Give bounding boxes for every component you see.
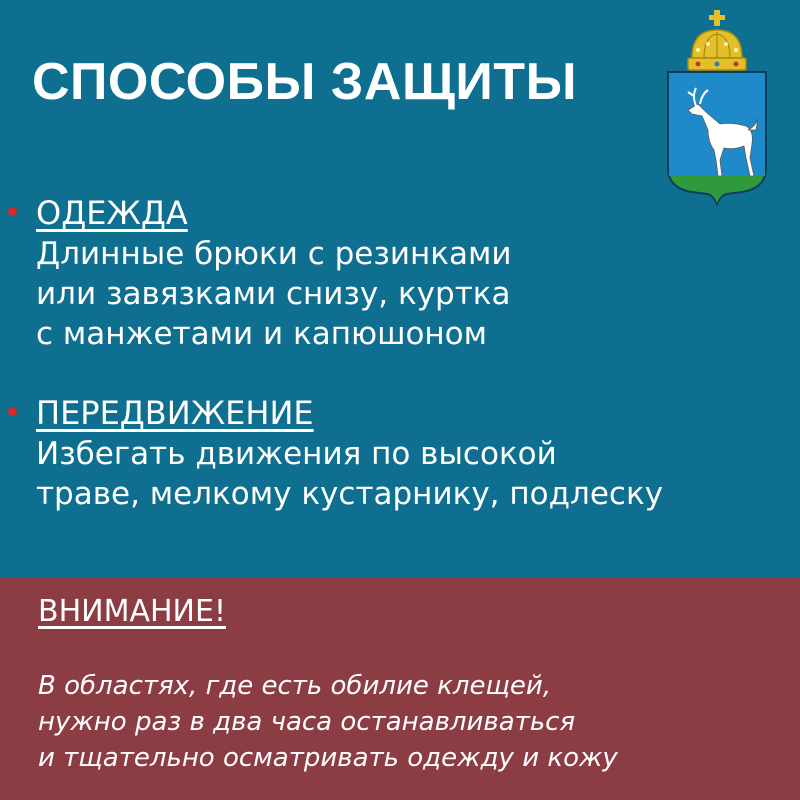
section-text-line: Длинные брюки с резинками xyxy=(36,236,512,272)
page-title: СПОСОБЫ ЗАЩИТЫ xyxy=(32,53,577,111)
section-title-clothing: ОДЕЖДА xyxy=(36,194,188,232)
warning-panel xyxy=(0,578,800,800)
section-movement xyxy=(36,392,663,514)
warning-text xyxy=(38,668,618,776)
samara-coat-of-arms-icon xyxy=(662,8,772,208)
section-text-line: Избегать движения по высокой xyxy=(36,436,557,472)
red-dot-icon xyxy=(8,207,17,216)
warning-text-line: и тщательно осматривать одежду и кожу xyxy=(38,743,618,773)
section-title-movement: ПЕРЕДВИЖЕНИЕ xyxy=(36,394,314,432)
warning-text-line: В областях, где есть обилие клещей, xyxy=(38,671,552,701)
section-text-line: с манжетами и капюшоном xyxy=(36,316,488,352)
section-text-line: траве, мелкому кустарнику, подлеску xyxy=(36,476,664,512)
warning-title: ВНИМАНИЕ! xyxy=(38,594,226,629)
warning-text-line: нужно раз в два часа останавливаться xyxy=(38,707,576,737)
section-text-line: или завязками снизу, куртка xyxy=(36,276,511,312)
red-dot-icon xyxy=(8,407,17,416)
section-clothing xyxy=(36,192,512,354)
